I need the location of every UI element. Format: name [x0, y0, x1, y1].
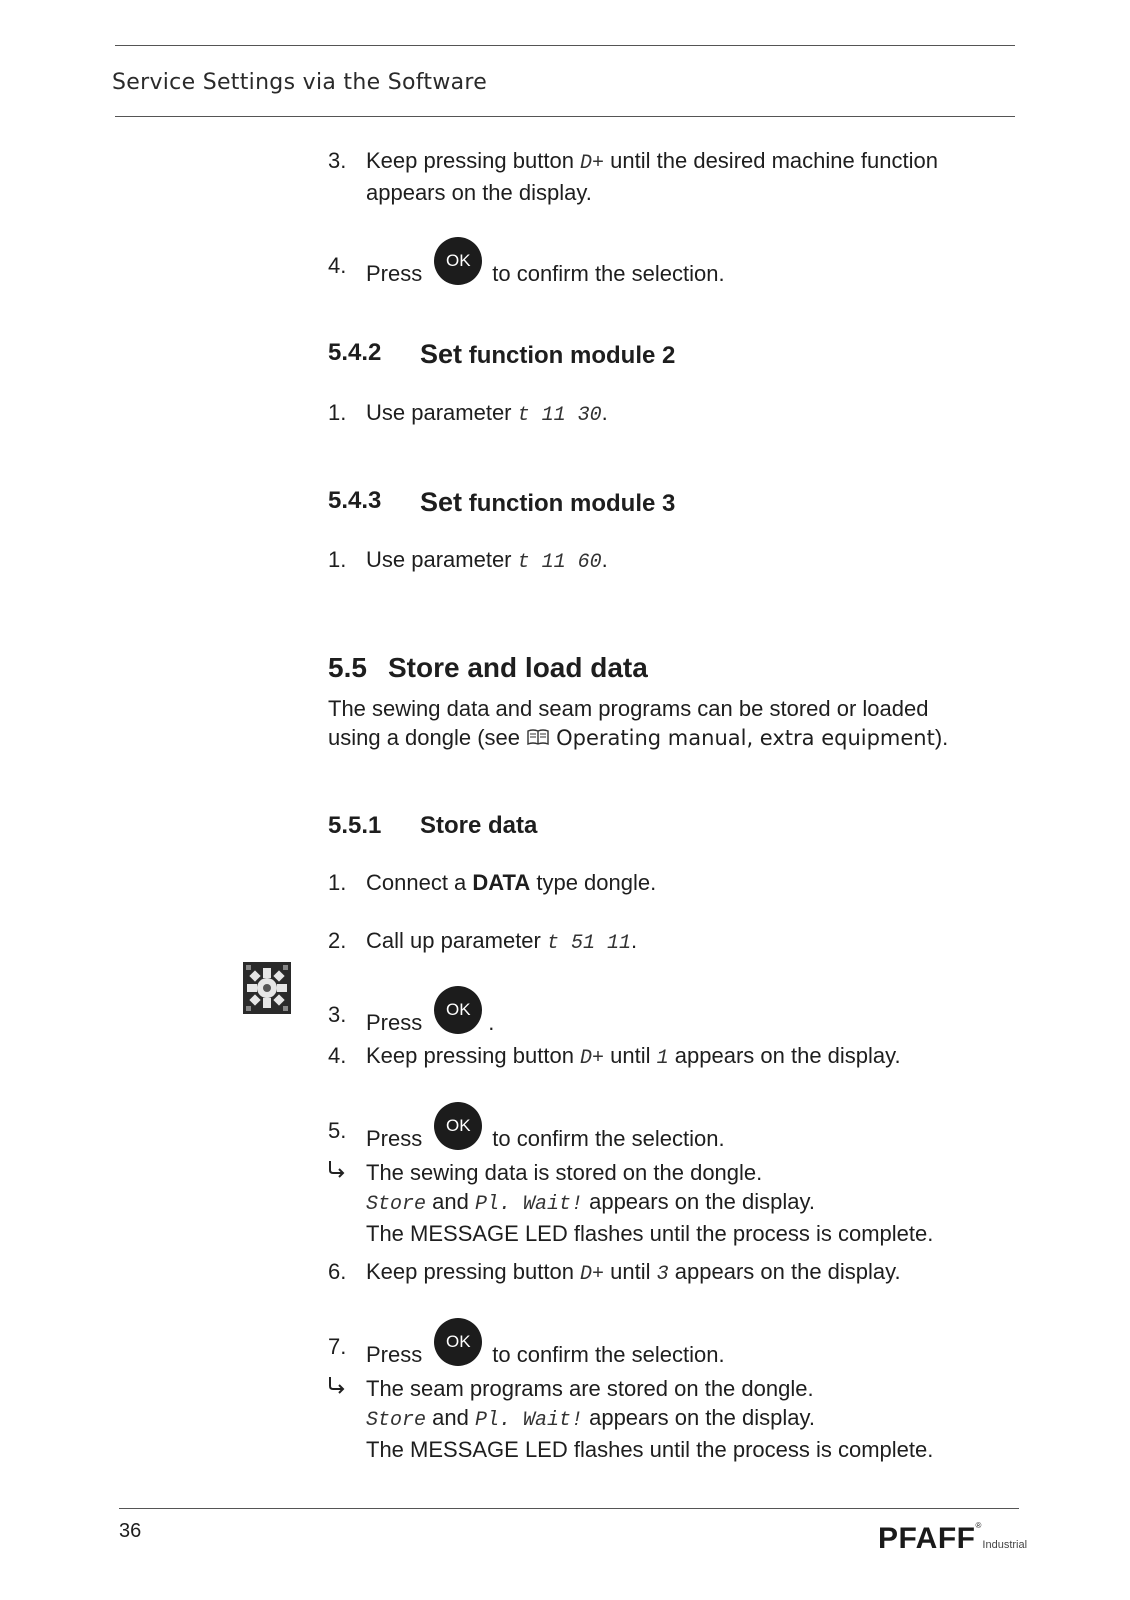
- ok-button-icon: OK: [434, 237, 482, 285]
- section-heading-5-5-1: 5.5.1 Store data: [328, 812, 538, 839]
- ok-button-icon: OK: [434, 986, 482, 1034]
- gear-icon: [243, 962, 291, 1014]
- section-heading-5-4-3: 5.4.3 Set function module 3: [328, 487, 676, 517]
- result-arrow-icon: [326, 1374, 348, 1403]
- footer-rule: [119, 1508, 1019, 1509]
- pfaff-logo: PFAFF®Industrial: [878, 1520, 1028, 1555]
- section-heading-5-4-2: 5.4.2 Set function module 2: [328, 339, 676, 369]
- sec55-paragraph: The sewing data and seam programs can be stored or loaded using a dongle (see Operating manual, extra equipment).: [328, 694, 948, 754]
- book-icon: [526, 725, 550, 754]
- header-top-rule: [115, 45, 1015, 46]
- ok-button-icon: OK: [434, 1318, 482, 1366]
- section-heading-5-5: 5.5 Store and load data: [328, 652, 648, 683]
- header-bottom-rule: [115, 116, 1015, 117]
- header-title: Service Settings via the Software: [112, 70, 488, 95]
- result-arrow-icon: [326, 1158, 348, 1187]
- page-number: 36: [119, 1520, 142, 1542]
- ok-button-icon: OK: [434, 1102, 482, 1150]
